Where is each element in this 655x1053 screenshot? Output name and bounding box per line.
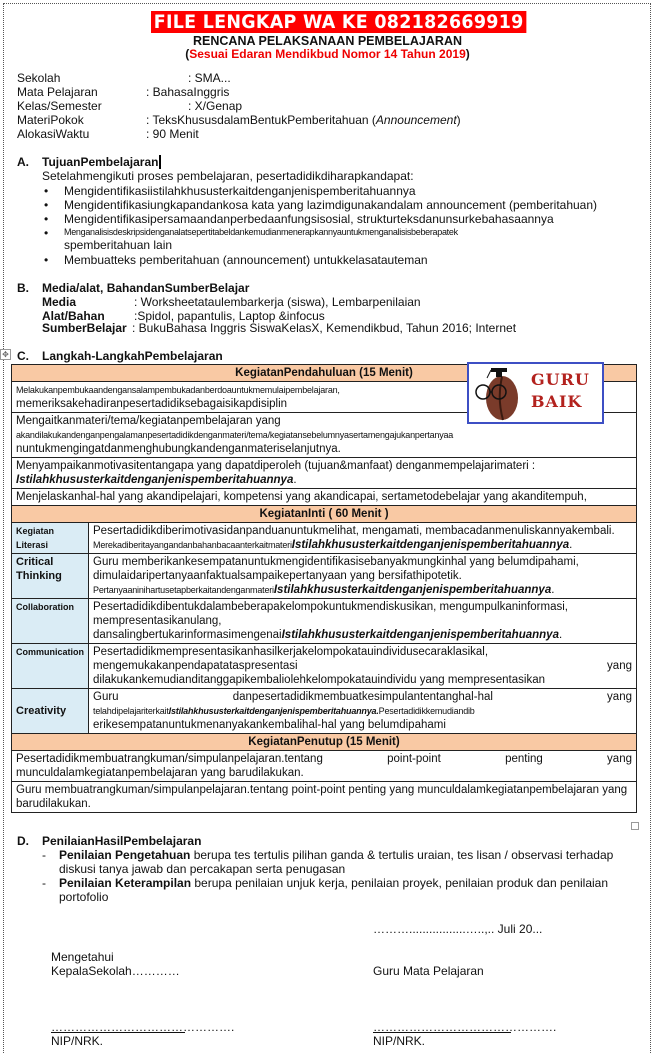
media-value: : Worksheetataulembarkerja (siswa), Lembarpenilaian [134,295,421,309]
signature-left-dots: ………………………………………. [51,1020,235,1034]
inti-label: Collaboration [12,599,89,644]
pendahuluan-row: Menjelaskanhal-hal yang akandipelajari, kompetensi yang akandicapai, sertametodebelajar yang akanditempuh, [12,489,637,506]
table-move-handle-icon[interactable]: ✥ [0,349,11,360]
assessment-item: Penilaian Keterampilan berupa penilaian unjuk kerja, penilaian proyek, penilaian produk dan penilaian portofolio [59,876,609,904]
inti-row-critical [12,554,637,599]
inti-content: Pesertadidikdiberimotivasidanpanduanuntukmelihat, mengamati, membacadanmenuliskannyakembali. MerekadiberitayangandanbahanbacaanterkaitmateriIstilahkhususterkaitdenganjenispemberitahuannya. [89,523,637,554]
penutup-row: Pesertadidikmembuatrangkuman/simpulanpelajaran.tentang point-point penting yang munculdalamkegiatanpembelajaran yang barudilakukan. [12,751,637,782]
bullet-icon: • [44,212,49,226]
signature-left-label2: KepalaSekolah………… [51,964,180,978]
identity-label-sekolah: Sekolah [17,71,61,85]
identity-value-kelas: : X/Genap [188,99,243,113]
inti-label: Critical Thinking [12,554,89,599]
inti-content: Pesertadidikmempresentasikanhasilkerjakelompokatauindividusecaraklasikal, mengemukakanpendapatataspresentasi yang dilakukankemudianditanggapikembaliolehkelompokatauindividu yang mempresentasikan [89,644,637,689]
goal-item: Membuatteks pemberitahuan (announcement) untukkelasatauteman [64,253,428,267]
sumber-label: SumberBelajar [42,321,127,335]
section-a-letter: A. [17,155,29,169]
inti-row-literasi [12,523,637,554]
penutup-row: Guru membuatrangkuman/simpulanpelajaran.tentang point-point penting yang munculdalamkegiatanpembelajaran yang barudilakukan. [12,782,637,813]
bullet-icon: • [44,198,49,212]
inti-label: Communication [12,644,89,689]
signature-left-line [51,1032,185,1033]
guru-baik-logo [467,362,604,424]
goal-item: Mengidentifikasiistilahkhususterkaitdenganjenispemberitahuannya [64,184,416,198]
section-a-intro: Setelahmengikuti proses pembelajaran, pesertadidikdiharapkandapat: [42,169,414,183]
identity-label-mapel: Mata Pelajaran [17,85,98,99]
document-subtitle: (Sesuai Edaran Mendikbud Nomor 14 Tahun 2019) [185,47,470,61]
logo-text-line1: GURU [531,370,590,389]
inti-header: KegiatanInti ( 60 Menit ) [12,506,637,523]
pendahuluan-row: Mengaitkanmateri/tema/kegiatanpembelajaran yang akandilakukandenganpengalamanpesertadidikdenganmateri/tema/kegiatansebelumnyasertamengajukanpertanyaa nuntukmengingatdanmenghubungkandenganmateriselanjutnya. [12,413,637,458]
section-d-letter: D. [17,834,29,848]
alat-label: Alat/Bahan [42,309,105,323]
dash-icon: - [42,848,46,862]
learning-steps-table [11,364,637,813]
identity-label-kelas: Kelas/Semester [17,99,102,113]
inti-label: Creativity [12,689,89,734]
inti-row-creativity [12,689,637,734]
bullet-icon: • [44,226,49,240]
identity-label-materi: MateriPokok [17,113,84,127]
table-resize-handle[interactable] [631,822,639,830]
identity-label-alokasi: AlokasiWaktu [17,127,90,141]
signature-right-line [373,1032,511,1033]
inti-content: Guru danpesertadidikmembuatkesimpulantentanghal-hal yang telahdipelajariterkaitIstilahkhususterkaitdenganjenispemberitahuannya.Pesertadidikkemudiandib erikesempatanuntukmenanyakankembalihal-hal yang belumdipahami [89,689,637,734]
assessment-item: Penilaian Pengetahuan berupa tes tertulis pilihan ganda & tertulis uraian, tes lisan / observasi terhadap diskusi tanya jawab dan percakapan serta penugasan [59,848,614,876]
document-title: RENCANA PELAKSANAAN PEMBELAJARAN [193,34,462,48]
inti-label: Kegiatan Literasi [12,523,89,554]
goal-item: Mengidentifikasipersamaandanperbedaanfungsisosial, strukturteksdanunsurkebahasaannya [64,212,554,226]
contact-banner: FILE LENGKAP WA KE 082182669919 [151,11,526,33]
inti-content: Guru memberikankesempatanuntukmengidentifikasisebanyakmungkinhal yang belumdipahami, dimulaidaripertanyaanfaktualsampaikepertanyaan yang bersifathipotetik. PertanyaaninihartusetapberkaitandenganmateriIstilahkhususterkaitdenganjenispemberitahuannya. [89,554,637,599]
section-a-title: TujuanPembelajaran [42,155,161,169]
media-label: Media [42,295,77,309]
identity-value-mapel: : BahasaInggris [146,85,230,99]
inti-row-communication [12,644,637,689]
signature-right-label: Guru Mata Pelajaran [373,964,484,978]
penutup-header: KegiatanPenutup (15 Menit) [12,734,637,751]
pendahuluan-row: Menyampaikanmotivasitentangapa yang dapatdiperoleh (tujuan&manfaat) denganmempelajarimateri : Istilahkhususterkaitdenganjenispemberitahuannya. [12,458,637,489]
sumber-value: : BukuBahasa Inggris SiswaKelasX, Kemendikbud, Tahun 2016; Internet [132,321,517,335]
signature-right-dots: ………………………………………. [373,1020,557,1034]
inti-content: Pesertadidikdibentukdalambeberapakelompokuntukmendiskusikan, mengumpulkaninformasi, mempresentasikanulang, dansalingbertukarinformasimengenaiIstilahkhususterkaitdenganjenispemberitahuannya. [89,599,637,644]
inti-row-collaboration [12,599,637,644]
goal-item: Menganalisisdeskripsidenganalatsepertitabeldankemudianmenerapkannyauntukmenganalisisbeberapatek [64,227,458,237]
dash-icon: - [42,876,46,890]
signature-date: ……….................…..,.. Juli 20... [373,922,543,936]
section-c-title: Langkah-LangkahPembelajaran [42,349,223,363]
signature-left-label1: Mengetahui [51,950,114,964]
alat-value: :Spidol, papantulis, Laptop &infocus [134,309,325,323]
pendahuluan-header: KegiatanPendahuluan (15 Menit) [12,365,637,382]
pendahuluan-row: Melakukanpembukaandengansalampembukadanberdoauntukmemulaipembelajaran, memeriksakehadiranpesertadidiksebagaisikapdisiplin [12,382,637,413]
signature-right-nip: NIP/NRK. [373,1034,426,1048]
identity-value-materi: : TeksKhususdalamBentukPemberitahuan (Announcement) [146,113,461,127]
identity-value-alokasi: : 90 Menit [146,127,199,141]
section-b-letter: B. [17,281,29,295]
section-d-title: PenilaianHasilPembelajaran [42,834,202,848]
goal-item-continued: spemberitahuan lain [64,238,173,252]
section-c-letter: C. [17,349,29,363]
logo-text-line2: BAIK [531,392,583,411]
bullet-icon: • [44,184,49,198]
coffee-bean-mascot-icon [469,364,529,422]
signature-left-nip: NIP/NRK. [51,1034,104,1048]
goal-item: Mengidentifikasiungkapandankosa kata yang lazimdigunakandalam announcement (pemberitahuan) [64,198,598,212]
bullet-icon: • [44,253,49,267]
identity-value-sekolah: : SMA... [188,71,231,85]
section-b-title: Media/alat, BahandanSumberBelajar [42,281,250,295]
